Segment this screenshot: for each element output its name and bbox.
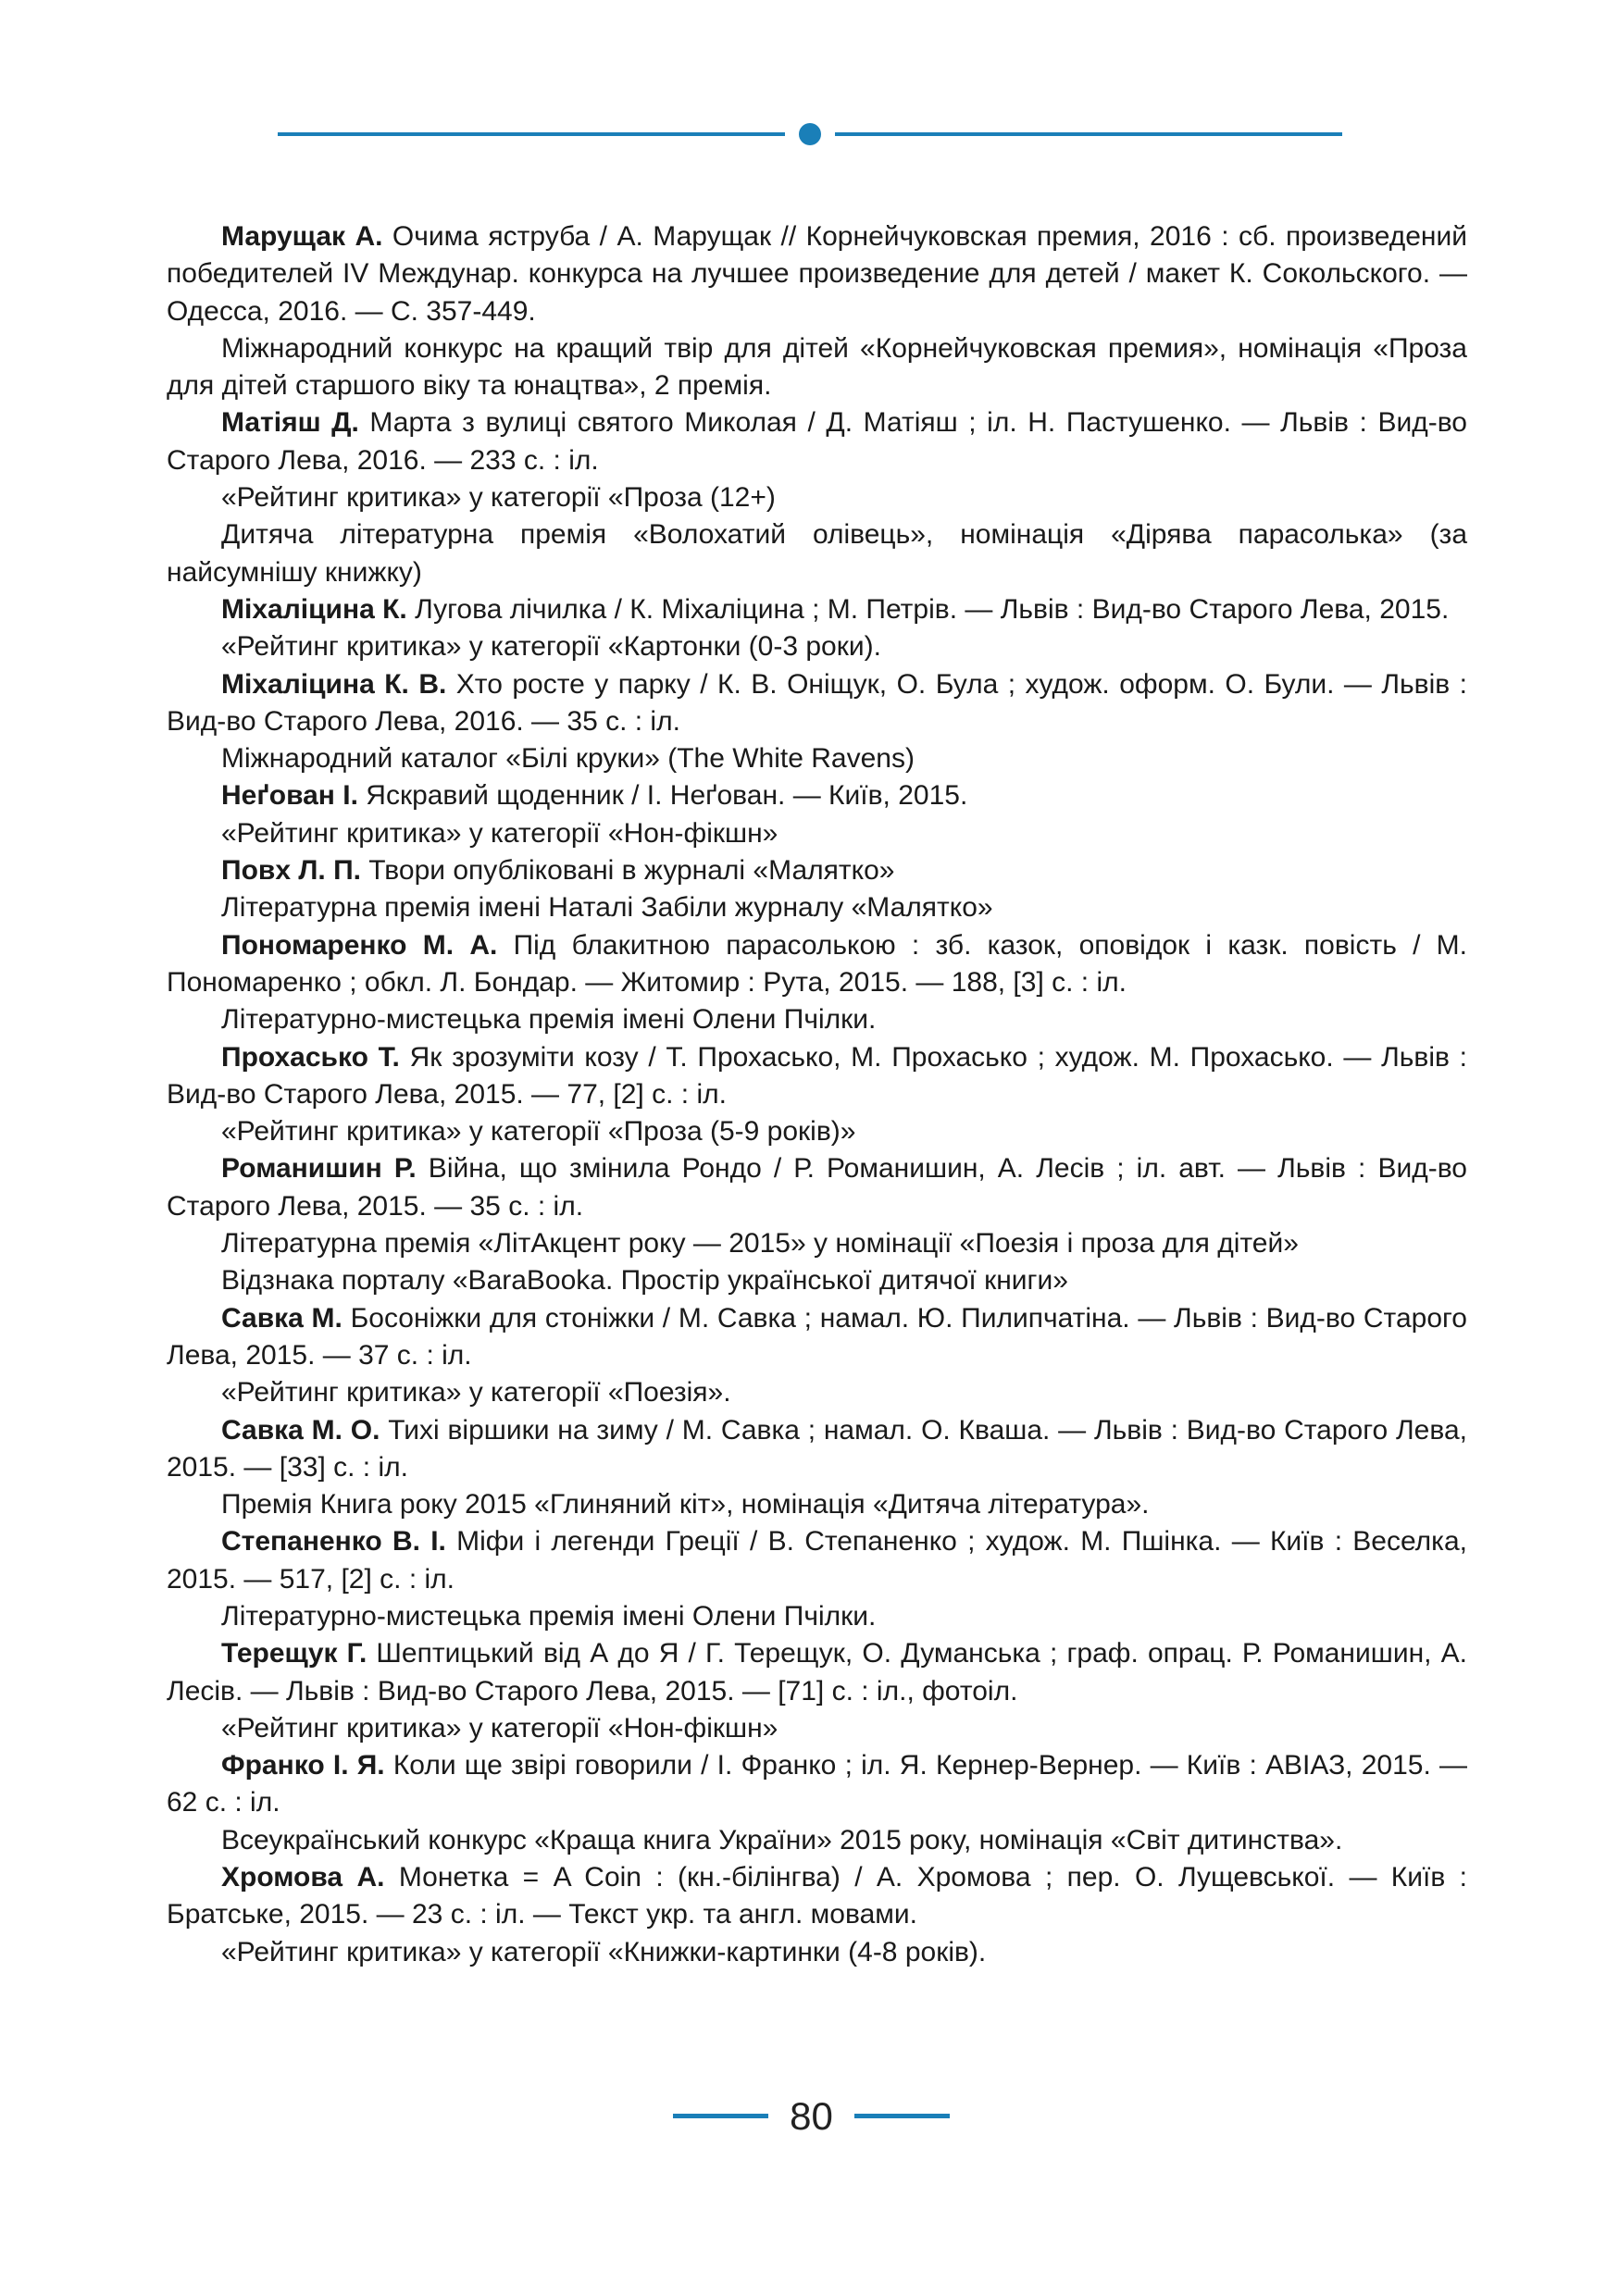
- bibliography-entry: [167, 1635, 1467, 1710]
- award-text: «Рейтинг критика» у категорії «Проза (12+): [221, 482, 776, 514]
- entry-description: Хто росте у парку / К. В. Оніщук, О. Була ; худож. оформ. О. Були. — Львів : Вид-во Старого Лева, 2016. — 35 с. : іл.: [167, 668, 1467, 737]
- entry-description: Босоніжки для стоніжки / М. Савка ; намал. Ю. Пилипчатіна. — Львів : Вид-во Старого Лева, 2015. — 37 с. : іл.: [167, 1302, 1467, 1371]
- award-note: [167, 1001, 1467, 1038]
- bibliography-entry: [167, 1747, 1467, 1822]
- header-dot: [799, 123, 821, 145]
- bibliography-entry: [167, 404, 1467, 479]
- page-footer: [0, 2093, 1619, 2140]
- entry-description: Шептицький від А до Я / Г. Терещук, О. Думанська ; граф. опрац. Р. Романишин, А. Лесів. — Львів : Вид-во Старого Лева, 2015. — [71] с. : іл., фотоіл.: [167, 1638, 1467, 1706]
- entry-description: Лугова лічилка / К. Міхаліцина ; М. Петрів. — Львів : Вид-во Старого Лева, 2015.: [406, 593, 1450, 625]
- award-note: [167, 1598, 1467, 1635]
- award-text: Всеукраїнський конкурс «Краща книга України» 2015 року, номінація «Світ дитинства».: [221, 1824, 1343, 1855]
- bibliography-entry: [167, 927, 1467, 1002]
- award-text: «Рейтинг критика» у категорії «Книжки-картинки (4-8 років).: [221, 1936, 987, 1967]
- header-line-right: [835, 132, 1342, 136]
- entry-description: Коли ще звірі говорили / І. Франко ; іл. Я. Кернер-Вернер. — Київ : АВІАЗ, 2015. — 62 с. : іл.: [167, 1750, 1467, 1818]
- bibliography-entry: [167, 1150, 1467, 1225]
- award-text: Дитяча літературна премія «Волохатий олівець», номінація «Дірява парасолька» (за найсумнішу книжку): [167, 519, 1467, 588]
- entry-description: Міфи і легенди Греції / В. Степаненко ; худож. М. Пшінка. — Київ : Веселка, 2015. — 517, [2] с. : іл.: [167, 1526, 1467, 1595]
- entry-author: Неґован І.: [221, 780, 358, 812]
- award-text: Літературна премія «ЛітАкцент року — 2015» у номінації «Поезія і проза для дітей»: [221, 1228, 1299, 1260]
- bibliography-entry: [167, 777, 1467, 814]
- entry-author: Пономаренко М. А.: [221, 929, 498, 961]
- award-note: [167, 1225, 1467, 1262]
- bibliography-entry: [167, 1523, 1467, 1598]
- entry-description: Тихі віршики на зиму / М. Савка ; намал. О. Кваша. — Львів : Вид-во Старого Лева, 2015. — [33] с. : іл.: [167, 1414, 1467, 1483]
- bibliography-entry: [167, 591, 1467, 628]
- entry-author: Матіяш Д.: [221, 407, 359, 439]
- bibliography-entry: [167, 852, 1467, 889]
- award-note: [167, 1486, 1467, 1523]
- award-note: [167, 1262, 1467, 1299]
- award-text: «Рейтинг критика» у категорії «Нон-фікшн»: [221, 817, 778, 849]
- bibliography-entry: [167, 1039, 1467, 1114]
- award-note: [167, 330, 1467, 405]
- entry-author: Савка М. О.: [221, 1414, 380, 1446]
- header-ornament: [278, 120, 1342, 148]
- award-note: [167, 479, 1467, 516]
- award-note: [167, 1710, 1467, 1747]
- award-text: Літературна премія імені Наталі Забіли журналу «Малятко»: [221, 892, 993, 924]
- entry-author: Повх Л. П.: [221, 855, 361, 887]
- footer-line-left: [673, 2114, 768, 2118]
- entry-author: Терещук Г.: [221, 1638, 367, 1669]
- award-text: «Рейтинг критика» у категорії «Проза (5-9 років)»: [221, 1116, 856, 1148]
- page-number: 80: [790, 2094, 833, 2138]
- entry-author: Міхаліцина К. В.: [221, 668, 447, 700]
- bibliography-entry: [167, 218, 1467, 330]
- award-text: Міжнародний конкурс на кращий твір для дітей «Корнейчуковская премия», номінація «Проза для дітей старшого віку та юнацтва», 2 премія.: [167, 332, 1467, 402]
- award-note: [167, 1822, 1467, 1859]
- entry-author: Марущак А.: [221, 221, 383, 252]
- award-text: «Рейтинг критика» у категорії «Картонки (0-3 роки).: [221, 631, 881, 663]
- bibliography-entry: [167, 666, 1467, 741]
- award-note: [167, 815, 1467, 852]
- award-text: Міжнародний каталог «Білі круки» (The White Ravens): [221, 743, 915, 775]
- bibliography-list: [167, 218, 1467, 1971]
- award-note: [167, 1113, 1467, 1150]
- entry-author: Міхаліцина К.: [221, 593, 407, 625]
- footer-line-right: [854, 2114, 950, 2118]
- award-note: [167, 516, 1467, 591]
- bibliography-entry: [167, 1300, 1467, 1375]
- entry-author: Франко І. Я.: [221, 1750, 385, 1781]
- header-line-left: [278, 132, 785, 136]
- bibliography-entry: [167, 1859, 1467, 1934]
- award-note: [167, 889, 1467, 926]
- entry-description: Як зрозуміти козу / Т. Прохасько, М. Прохасько ; худож. М. Прохасько. — Львів : Вид-во Старого Лева, 2015. — 77, [2] с. : іл.: [167, 1041, 1467, 1110]
- entry-author: Романишин Р.: [221, 1153, 417, 1185]
- award-note: [167, 740, 1467, 777]
- award-text: Премія Книга року 2015 «Глиняний кіт», номінація «Дитяча література».: [221, 1489, 1150, 1520]
- award-text: «Рейтинг критика» у категорії «Нон-фікшн»: [221, 1712, 778, 1744]
- bibliography-entry: [167, 1412, 1467, 1487]
- award-note: [167, 1934, 1467, 1971]
- award-text: Відзнака порталу «BaraBooka. Простір української дитячої книги»: [221, 1265, 1068, 1297]
- award-text: Літературно-мистецька премія імені Олени Пчілки.: [221, 1004, 877, 1036]
- entry-description: Монетка = A Coin : (кн.-білінгва) / А. Хромова ; пер. О. Лущевської. — Київ : Братське, 2015. — 23 с. : іл. — Текст укр. та англ. мовами.: [167, 1862, 1468, 1930]
- award-text: «Рейтинг критика» у категорії «Поезія».: [221, 1377, 731, 1409]
- entry-author: Прохасько Т.: [221, 1041, 400, 1073]
- entry-description: Твори опубліковані в журналі «Малятко»: [360, 855, 895, 887]
- entry-description: Яскравий щоденник / І. Неґован. — Київ, 2015.: [357, 780, 968, 812]
- award-note: [167, 628, 1467, 665]
- award-text: Літературно-мистецька премія імені Олени Пчілки.: [221, 1600, 877, 1632]
- entry-description: Марта з вулиці святого Миколая / Д. Матіяш ; іл. Н. Пастушенко. — Львів : Вид-во Старого Лева, 2016. — 233 с. : іл.: [167, 407, 1467, 476]
- award-note: [167, 1374, 1467, 1411]
- entry-author: Савка М.: [221, 1302, 342, 1334]
- entry-description: Війна, що змінила Рондо / Р. Романишин, А. Лесів ; іл. авт. — Львів : Вид-во Старого Лева, 2015. — 35 с. : іл.: [167, 1153, 1467, 1222]
- entry-description: Під блакитною парасолькою : зб. казок, оповідок і казк. повість / М. Пономаренко ; обкл. Л. Бондар. — Житомир : Рута, 2015. — 188, [3] с. : іл.: [167, 929, 1467, 998]
- entry-description: Очима яструба / А. Марущак // Корнейчуковская премия, 2016 : сб. произведений победителей IV Междунар. конкурса на лучшее произведение для детей / макет К. Сокольского. — Одесса, 2016. — С. 357-449.: [167, 221, 1467, 327]
- entry-author: Степаненко В. І.: [221, 1526, 446, 1558]
- entry-author: Хромова А.: [221, 1862, 385, 1893]
